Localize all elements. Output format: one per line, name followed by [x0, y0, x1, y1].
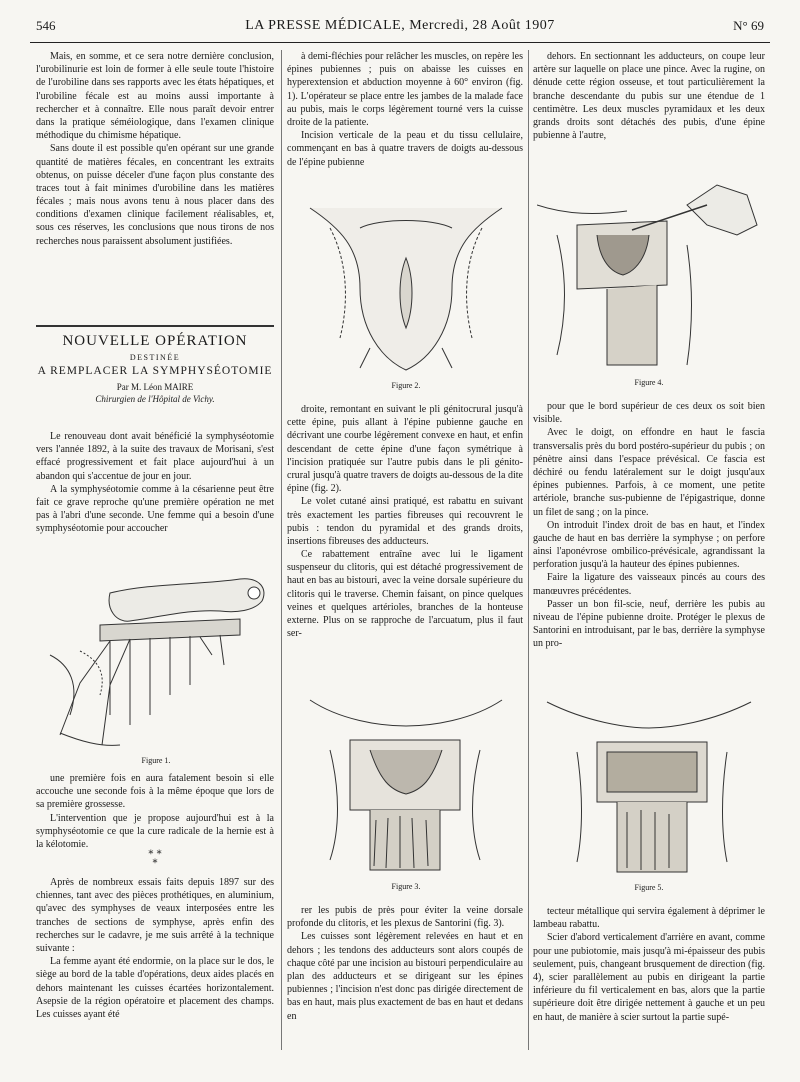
- figure-2-caption: Figure 2.: [391, 381, 421, 390]
- article-subtitle: A REMPLACER LA SYMPHYSÉOTOMIE: [37, 365, 273, 377]
- figure-3-caption: Figure 3.: [391, 882, 421, 891]
- paragraph: La femme ayant été endormie, on la place sur le dos, le siège au bord de la table d'opérations, deux aides placés en dehors maintenant les cuisses écartées horizontalement. Asepsie de la région opératoire et placement des champs. Les cuisses ayant été: [36, 956, 274, 1020]
- section-stars: * * *: [148, 849, 162, 869]
- figure-4-illustration: [537, 175, 761, 375]
- column-rule: [281, 50, 282, 1050]
- page-header: [30, 12, 770, 43]
- paragraph: Les cuisses sont légèrement relevées en haut et en dehors ; les tendons des adducteurs sont alors coupés de chaque côté par une incision au bistouri perpendiculaire au plan des adducteurs et se dirigeant sur les épines pubiennes ; l'incision n'est donc pas dirigée directement de bas en haut, mais plus exactement de bas en haut et dedans en: [287, 931, 523, 1022]
- paragraph: A la symphyséotomie comme à la césarienne peut être fait ce grave reproche qu'une première opération ne met pas à l'abri d'une seconde. Une femme qui a besoin d'une symphyséotomie pour accoucher: [36, 483, 274, 535]
- figure-2-illustration: [300, 188, 512, 378]
- figure-4-caption: Figure 4.: [634, 378, 664, 387]
- paragraph: dehors. En sectionnant les adducteurs, on coupe leur artère sur laquelle on place une pince. Avec la rugine, on dénude cette région osseuse, et tout particulièrement la branche descendante du pubis sur une étendue de 1 centimètre. Les deux muscles pyramidaux et les deux grands droits sont détachés des pubis, d'une épine pubienne à l'autre,: [533, 51, 765, 142]
- article-separator: [36, 325, 274, 327]
- paragraph: Faire la ligature des vaisseaux pincés au cours des manœuvres précédentes.: [533, 572, 765, 597]
- paragraph: Le renouveau dont avait bénéficié la symphyséotomie vers l'année 1892, à la suite des travaux de Morisani, s'est effacé progressivement et fait place aujourd'hui à un abandon qui s'accentue de jour en jour.: [36, 431, 274, 482]
- paragraph: Après de nombreux essais faits depuis 1897 sur des chiennes, tant avec des pièces prothétiques, en aluminium, qu'avec des symphyses de veaux interposées entre les tranches de sections de symphyse, après enfin des recherches sur le cadavre, je me suis arrêté à la technique suivante :: [36, 877, 274, 954]
- figure-1-illustration: [40, 565, 272, 755]
- paragraph: tecteur métallique qui servira également à déprimer le lambeau rabattu.: [533, 906, 765, 931]
- article-author: Par M. Léon MAIRE: [116, 382, 194, 392]
- paragraph: Mais, en somme, et ce sera notre dernière conclusion, l'urobilinurie est loin de former à elle seule toute l'histoire de l'urobiline dans ses rapports avec les états hépatiques, et l'urobiline fécale est au moins aussi importante à rechercher et à connaître. Elle nous paraît devoir entrer dans la pratique séméiologique, dans l'examen clinique méthodique du chimisme hépatique.: [36, 51, 274, 142]
- paragraph: Passer un bon fil-scie, neuf, derrière les pubis au niveau de l'épine pubienne droite. Protéger le plexus de Santorini en introduisant, par le bas, derrière la symphyse un pro-: [533, 598, 765, 650]
- journal-title: LA PRESSE MÉDICALE, Mercredi, 28 Août 1907: [245, 18, 555, 33]
- column-3-mid: [533, 400, 765, 651]
- figure-3-illustration: [300, 690, 512, 880]
- column-3-top: [533, 50, 765, 142]
- issue-number: N° 69: [733, 18, 764, 33]
- page-number: 546: [36, 18, 56, 33]
- column-2-bottom: [287, 904, 523, 1023]
- figure-5-caption: Figure 5.: [634, 883, 664, 892]
- column-2-mid: [287, 403, 523, 640]
- paragraph: Le volet cutané ainsi pratiqué, est rabattu en suivant très exactement les parties fibreuses qui recouvrent le pubis : tendon du pyramidal et des grands droits, insertions fibreuses des adducteurs.: [287, 496, 523, 547]
- paragraph: Sans doute il est possible qu'en opérant sur une grande quantité de matières fécales, en concentrant les extraits obtenus, on puisse déceler d'une façon plus constante des traces tout à fait minimes d'urobiline dans les matières fécales ; mais nous avons tenu à nous placer dans des conditions d'examen clinique facilement réalisables, et, sous ces réserves, les conclusions que nous tirons de nos recherches nous paraissent absolument justifiées.: [36, 143, 274, 247]
- figure-5-illustration: [537, 692, 761, 882]
- column-1-end: [36, 876, 274, 1021]
- paragraph: pour que le bord supérieur de ces deux os soit bien visible.: [533, 401, 765, 426]
- paragraph: rer les pubis de près pour éviter la veine dorsale profonde du clitoris, et les plexus de Santorini (fig. 3).: [287, 905, 523, 930]
- paragraph: à demi-fléchies pour relâcher les muscles, on repère les épines pubiennes ; puis on abaisse les cuisses en hyperextension et abduction moyenne à 60° environ (fig. 1). L'opérateur se place entre les jambes de la malade face au pubis, mais le corps légèrement tourné vers la cuisse droite de la patiente.: [287, 51, 523, 128]
- paragraph: une première fois en aura fatalement besoin si elle accouche une seconde fois à la même époque que lors de sa première grossesse.: [36, 773, 274, 811]
- paragraph: Ce rabattement entraîne avec lui le ligament suspenseur du clitoris, qui est détaché progressivement de haut en bas au bistouri, avec la veine dorsale supérieure du clitoris qui le traverse. Chemin faisant, on pince quelques veines et quelques artérioles, branches de la honteuse externe. Plus on se rapproche de l'arcuatum, plus il faut ser-: [287, 549, 523, 640]
- paragraph: droite, remontant en suivant le pli génitocrural jusqu'à cette épine, puis allant à l'épine pubienne gauche en décrivant une courbe légèrement convexe en haut, et enfin descendant de cette épine d'une façon symétrique à l'incision pratiquée sur l'autre pubis dans le pli génito-crural jusqu'à quatre travers de doigts au-dessous de la dite épine (fig. 2).: [287, 404, 523, 495]
- article-heading: [36, 333, 274, 404]
- column-1-mid: [36, 430, 274, 536]
- paragraph: On introduit l'index droit de bas en haut, et l'index gauche de haut en bas derrière la symphyse ; on perfore ainsi l'aponévrose ombilico-prévésicale, agrandissant la perforation jusqu'à la hauteur des épines pubiennes.: [533, 519, 765, 571]
- figure-1-caption: Figure 1.: [141, 756, 171, 765]
- column-3-bottom: [533, 905, 765, 1024]
- paragraph: Incision verticale de la peau et du tissu cellulaire, commençant en bas à quatre travers de doigts au-dessous de l'épine pubienne: [287, 130, 523, 168]
- paragraph: Scier d'abord verticalement d'arrière en avant, comme pour une pubiotomie, mais jusqu'à mi-épaisseur des pubis seulement, puis, changeant brusquement de direction (fig. 4), scier parallèlement au pubis en dirigeant la partie inférieure du fil verticalement en bas, alors que la partie supérieure doit être dirigée nettement à gauche et un peu en haut, de manière à scier surtout la partie supé-: [533, 932, 765, 1023]
- article-destinee: DESTINÉE: [129, 353, 181, 362]
- article-title: NOUVELLE OPÉRATION: [62, 333, 248, 349]
- paragraph: L'intervention que je propose aujourd'hui est à la symphyséotomie ce que la cure radicale de la hernie est à la kélotomie.: [36, 812, 274, 850]
- column-rule: [528, 50, 529, 1050]
- column-1-bottom: [36, 772, 274, 851]
- paragraph: Avec le doigt, on effondre en haut le fascia transversalis près du bord postéro-supérieur du pubis ; on pénètre ainsi dans l'espace prévésical. Ce fascia est déchiré ou fendu latéralement sur le doigt jusqu'aux épines pubiennes. Parfois, à ce moment, une petite artériole, branche sus-pubienne de l'épigastrique, donne un filet de sang ; on la pince.: [533, 427, 765, 518]
- column-1-top: [36, 50, 274, 248]
- column-2-top: [287, 50, 523, 169]
- author-affiliation: Chirurgien de l'Hôpital de Vichy.: [95, 394, 215, 404]
